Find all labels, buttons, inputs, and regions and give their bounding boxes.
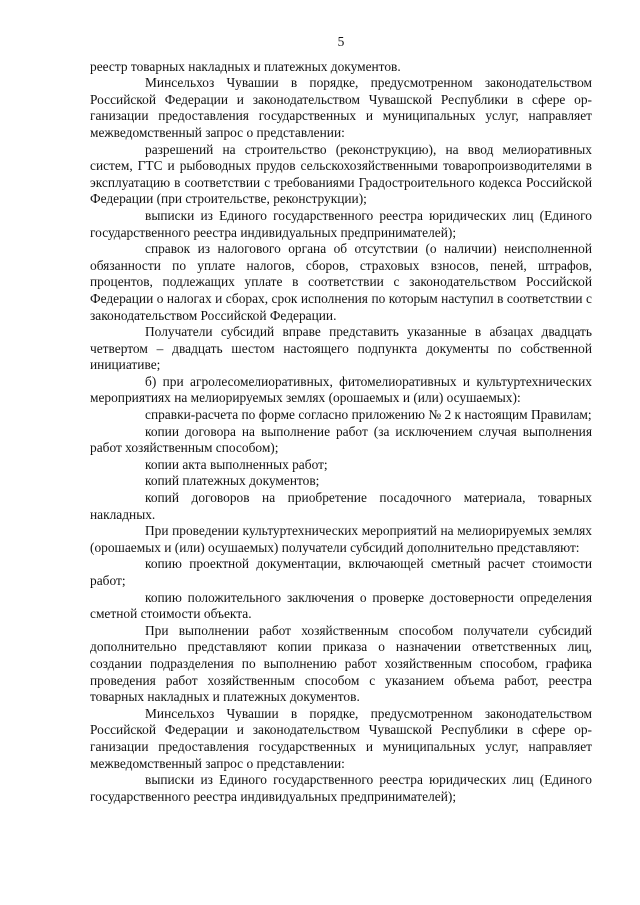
document-body [90,59,592,806]
paragraph: Минсельхоз Чувашии в порядке, предусмотренном законодательством Российской Федерации и законодательством Чувашской Республики в сфере организации предоставления государственных и муниципальных услуг, направляет межведомственный запрос о представлении: [90,705,592,771]
paragraph: справок из налогового органа об отсутствии (о наличии) неисполненной обязанности по уплате налогов, сборов, страховых взносов, пеней, штрафов, процентов, подлежащих уплате в соответствии с законодательством Российской Федерации о налогах и сборах, срок исполнения по которым наступил в соответствии с законодательством Российской Федерации. [90,241,592,323]
paragraph: реестр товарных накладных и платежных документов. [90,58,401,74]
paragraph: разрешений на строительство (реконструкцию), на ввод мелиоративных систем, ГТС и рыбоводных прудов сельскохозяйственными товаропроизводителями в эксплуатацию в соответствии с требованиями Градостроительного кодекса Российской Федерации (при строительстве, реконструкции); [90,141,592,207]
page-number: 5 [337,34,345,49]
paragraph: копии акта выполненных работ; [145,456,328,472]
paragraph: б) при агролесомелиоративных, фитомелиоративных и культуртехнических мероприятиях на мелиорируемых землях (орошаемых и (или) осушаемых): [90,373,592,406]
paragraph: копий договоров на приобретение посадочного материала, товарных накладных. [90,490,592,522]
paragraph: Получатели субсидий вправе представить указанные в абзацах двадцать четвертом – двадцать шестом настоящего подпункта документы по собственной инициативе; [90,324,592,373]
paragraph: копии договора на выполнение работ (за исключением случая выполнения работ хозяйственным способом); [90,423,592,456]
paragraph: При выполнении работ хозяйственным способом получатели субсидий дополнительно представляют копии приказа о назначении ответственных лиц, создании подразделения по выполнению работ хозяйственным способом, графика проведения работ хозяйственным способом с указанием объема работ, реестра товарных накладных и платежных документов. [90,622,592,705]
paragraph: выписки из Единого государственного реестра юридических лиц (Единого государственного реестра индивидуальных предпринимателей); [90,772,592,804]
paragraph: выписки из Единого государственного реестра юридических лиц (Единого государственного реестра индивидуальных предпринимателей); [90,207,592,240]
paragraph: копию проектной документации, включающей сметный расчет стоимости работ; [90,556,592,588]
paragraph: копию положительного заключения о проверке достоверности определения сметной стоимости объекта. [90,589,592,622]
paragraph: Минсельхоз Чувашии в порядке, предусмотренном законодательством Российской Федерации и законодательством Чувашской Республики в сфере организации предоставления государственных и муниципальных услуг, направляет межведомственный запрос о представлении: [90,75,592,140]
paragraph: копий платежных документов; [145,473,320,489]
paragraph: справки-расчета по форме согласно приложению № 2 к настоящим Правилам; [145,407,592,423]
paragraph: При проведении культуртехнических мероприятий на мелиорируемых землях (орошаемых и (или) осушаемых) получатели субсидий дополнительно представляют: [90,523,592,555]
